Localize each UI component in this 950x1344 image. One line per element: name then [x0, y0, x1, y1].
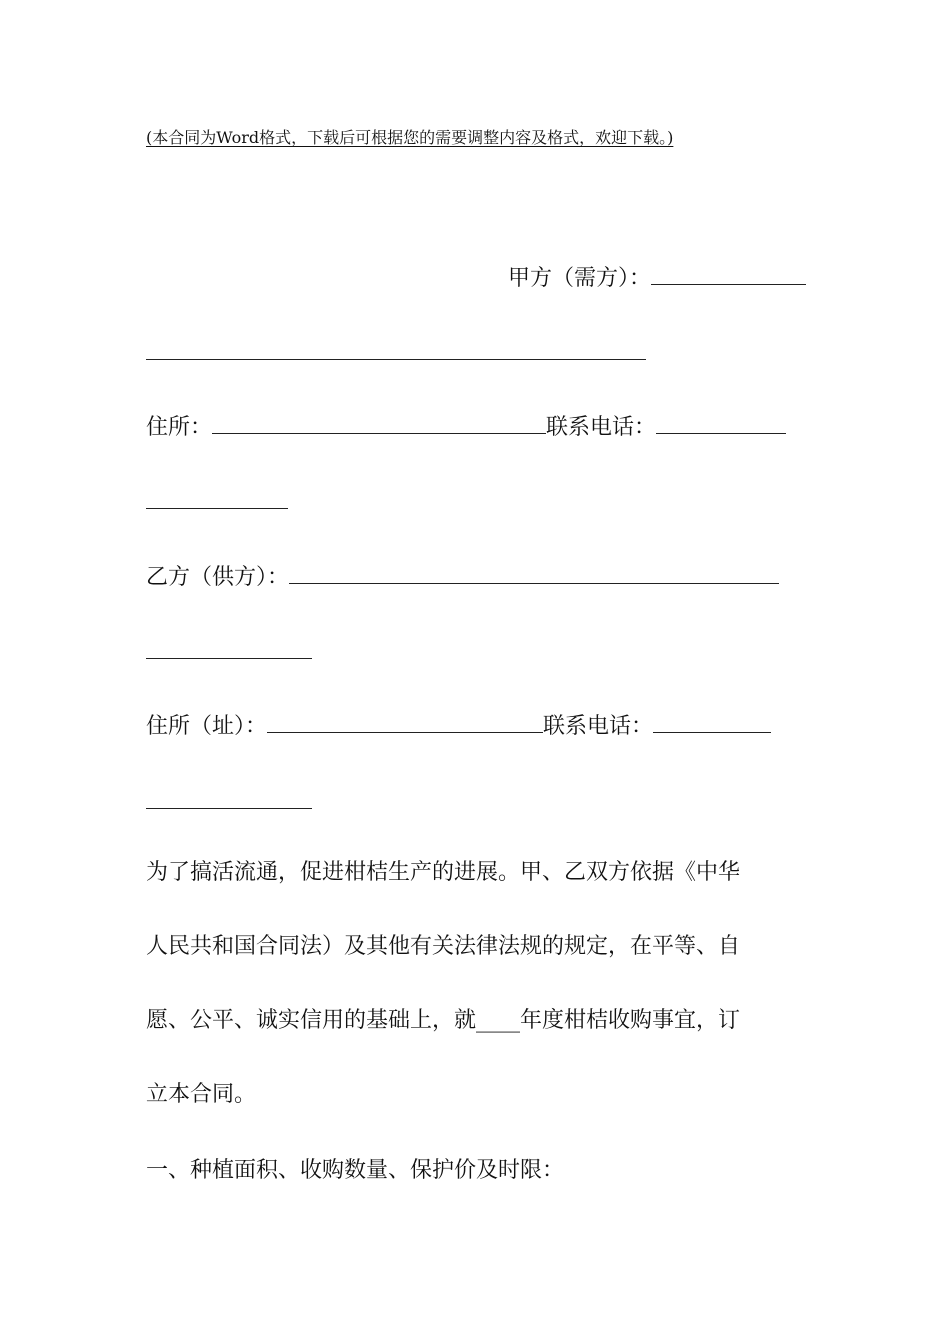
party-a-name-blank[interactable] [651, 262, 806, 285]
preamble-line-3-end: 年度柑桔收购事宜，订 [520, 1008, 741, 1033]
preamble-line-4: 立本合同。 [146, 1082, 257, 1107]
preamble-line-1: 为了搞活流通，促进柑桔生产的进展。甲、乙双方依据《中华 [146, 860, 741, 885]
party-a-address-blank[interactable] [212, 411, 546, 434]
party-b-address-label: 住所（址）： [146, 714, 268, 739]
party-b-phone-blank-cont[interactable] [146, 808, 312, 809]
preamble-line-3-start: 愿、公平、诚实信用的基础上，就 [146, 1008, 477, 1033]
party-a-label: 甲方（需方）： [507, 266, 651, 291]
party-b-phone-label: 联系电话： [543, 714, 654, 739]
party-a-line [146, 262, 806, 294]
party-b-line [146, 561, 806, 593]
party-b-phone-blank[interactable] [653, 710, 771, 733]
section-1-heading: 一、种植面积、收购数量、保护价及时限： [146, 1158, 565, 1183]
party-b-name-blank[interactable] [289, 561, 779, 584]
party-a-phone-blank-cont[interactable] [146, 508, 288, 509]
party-b-address-line [146, 710, 806, 742]
party-a-address-label: 住所： [146, 415, 213, 440]
preamble-line-2: 人民共和国合同法）及其他有关法律法规的规定，在平等、自 [146, 934, 741, 959]
format-note: (本合同为Word格式，下载后可根据您的需要调整内容及格式，欢迎下载。) [146, 128, 674, 147]
party-b-label: 乙方（供方）： [146, 565, 290, 590]
party-a-name-blank-cont[interactable] [146, 359, 646, 360]
party-b-address-blank[interactable] [267, 710, 543, 733]
party-a-phone-blank[interactable] [656, 411, 786, 434]
party-b-name-blank-cont[interactable] [146, 658, 312, 659]
party-a-phone-label: 联系电话： [546, 415, 657, 440]
year-blank[interactable]: ____ [476, 1008, 521, 1033]
preamble-line-3 [146, 1006, 810, 1080]
preamble-paragraph [146, 858, 810, 1154]
party-a-address-line [146, 411, 806, 443]
